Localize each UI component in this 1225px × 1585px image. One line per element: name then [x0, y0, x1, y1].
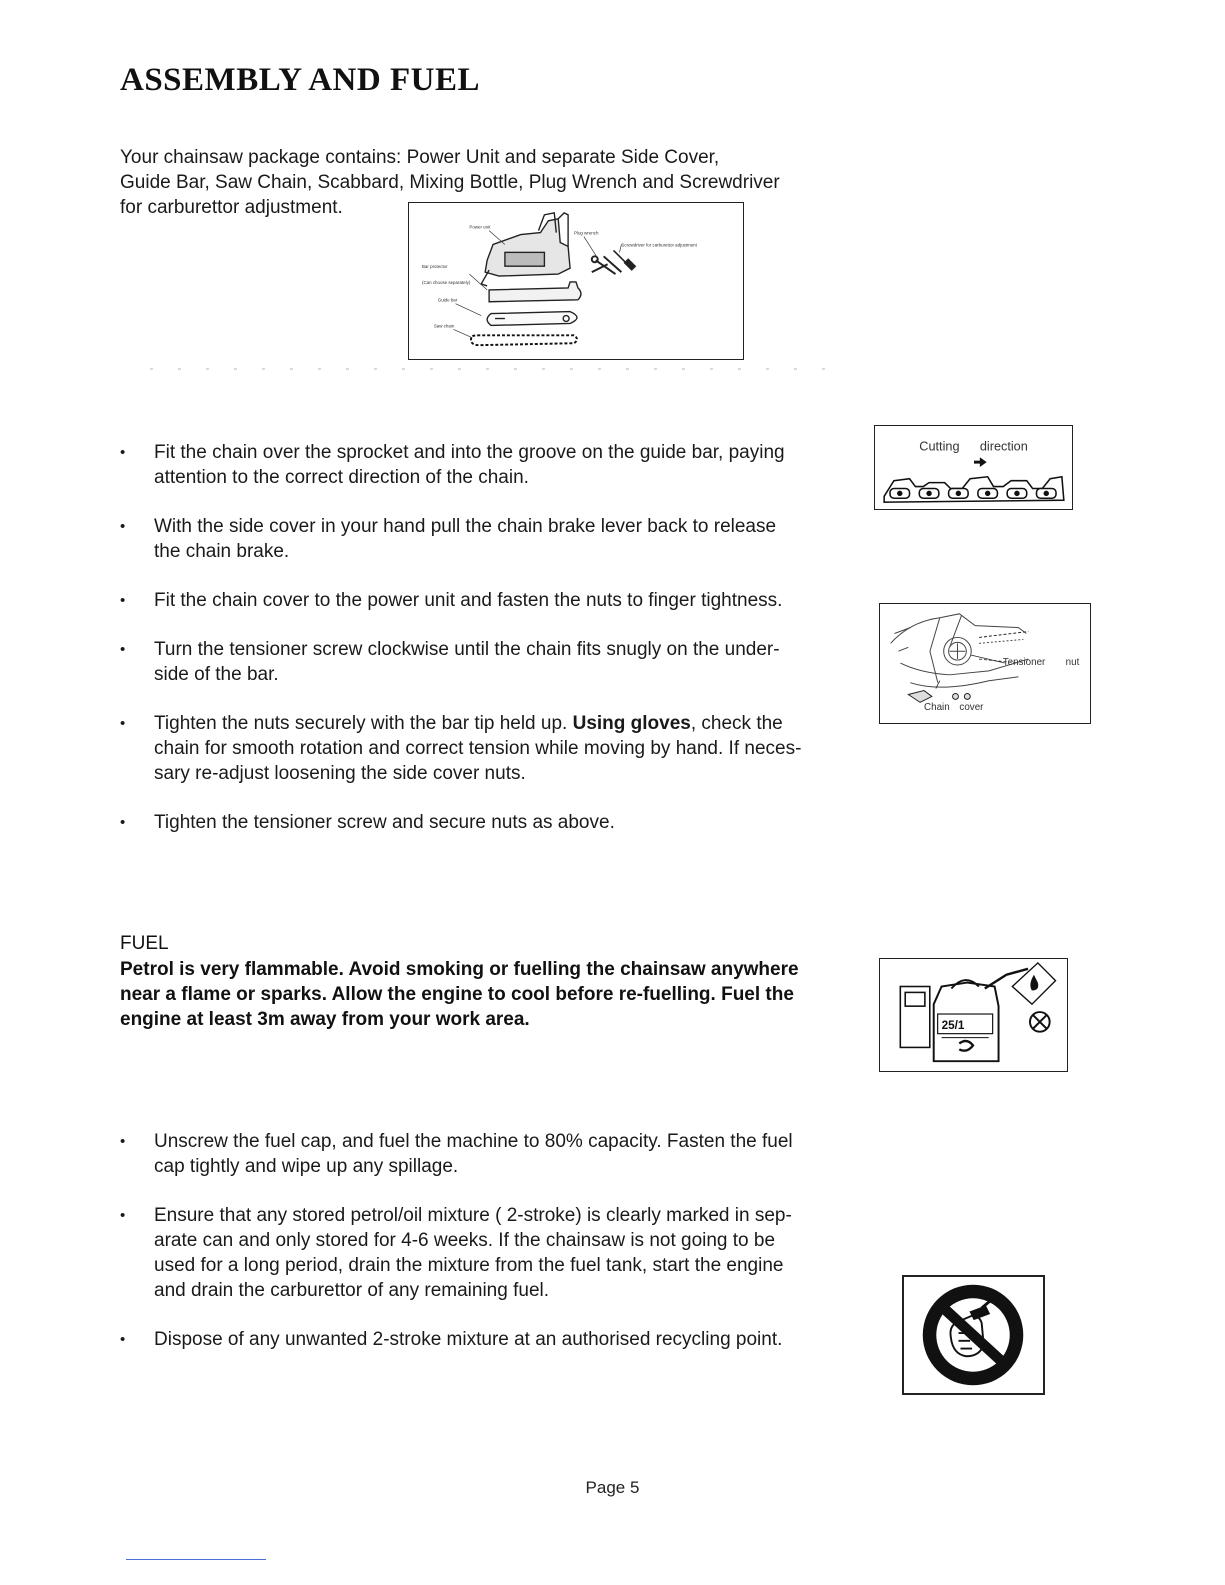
intro-line: for carburettor adjustment. [120, 197, 343, 218]
oil-drop-icon [1012, 963, 1055, 1004]
label-power-unit: Power unit [469, 224, 491, 230]
bullet-icon: • [120, 1133, 126, 1150]
step-line: chain for smooth rotation and correct tension while moving by hand. If neces- [154, 738, 802, 759]
label-bar-protector: Bar protector [421, 264, 448, 270]
fuel-heading: FUEL [120, 933, 169, 954]
bullet-icon: • [120, 1331, 126, 1348]
page-title: ASSEMBLY AND FUEL [120, 62, 480, 98]
step-line: used for a long period, drain the mixture from the fuel tank, start the engine [154, 1255, 784, 1276]
fuel-can-icon [934, 969, 1028, 1061]
list-item [120, 1327, 880, 1352]
package-contents-illustration [409, 203, 743, 359]
step-line: attention to the correct direction of the chain. [154, 467, 529, 488]
list-item [120, 1129, 880, 1179]
bullet-icon: • [120, 641, 126, 658]
bullet-icon: • [120, 1207, 126, 1224]
step-line: Ensure that any stored petrol/oil mixture ( 2-stroke) is clearly marked in sep- [154, 1205, 792, 1226]
label-guide-bar: Guide bar [437, 297, 458, 303]
label-cover: cover [959, 702, 984, 714]
no-smoking-icon [904, 1277, 1043, 1393]
list-item [120, 588, 880, 613]
power-unit-icon [481, 213, 570, 286]
step-line: Turn the tensioner screw clockwise until the chain fits snugly on the under- [154, 639, 780, 660]
guide-bar-icon [487, 282, 581, 325]
arrow-right-icon [974, 457, 987, 467]
bullet-icon: • [120, 715, 126, 732]
label-screwdriver: Screwdriver for carburettor adjustment [621, 242, 697, 248]
step-line: and drain the carburettor of any remaining fuel. [154, 1280, 550, 1301]
step-line: the chain brake. [154, 541, 290, 562]
label-saw-chain: Saw chain [433, 323, 455, 329]
fuel-ratio-label: 25/1 [941, 1018, 965, 1032]
step-line: Dispose of any unwanted 2-stroke mixture at an authorised recycling point. [154, 1329, 783, 1350]
label-direction: direction [979, 439, 1028, 454]
label-plug-wrench: Plug wrench [574, 230, 599, 236]
no-flame-icon [1030, 1012, 1050, 1032]
list-item [120, 1203, 880, 1303]
label-cutting: Cutting [919, 439, 960, 454]
step-line: cap tightly and wipe up any spillage. [154, 1156, 459, 1177]
list-item [120, 711, 880, 786]
fuel-can-figure [879, 958, 1068, 1072]
fuel-can-illustration [880, 959, 1067, 1071]
step-line: Unscrew the fuel cap, and fuel the machine to 80% capacity. Fasten the fuel [154, 1131, 793, 1152]
footer-link-line [126, 1559, 266, 1560]
warning-line: near a flame or sparks. Allow the engine to cool before re-fuelling. Fuel the [120, 984, 794, 1005]
bullet-icon: • [120, 518, 126, 535]
step-line: side of the bar. [154, 664, 279, 685]
chain-direction-figure [874, 425, 1073, 510]
intro-line: Guide Bar, Saw Chain, Scabbard, Mixing Bottle, Plug Wrench and Screwdriver [120, 172, 780, 193]
list-item [120, 514, 880, 564]
chain-cover-nut-icon [908, 691, 970, 703]
step-line: With the side cover in your hand pull the chain brake lever back to release [154, 516, 777, 537]
fuel-pump-icon [900, 987, 929, 1048]
step-line: Fit the chain cover to the power unit and fasten the nuts to finger tightness. [154, 590, 783, 611]
package-contents-figure [408, 202, 744, 360]
plug-wrench-icon [592, 256, 622, 274]
saw-chain-icon [884, 477, 1064, 502]
label-tensioner: Tensioner [1002, 656, 1046, 668]
no-smoking-figure [902, 1275, 1045, 1395]
list-item [120, 440, 880, 490]
list-item [120, 810, 880, 835]
chainsaw-side-icon [891, 614, 1029, 687]
saw-chain-icon [471, 335, 577, 345]
fuel-warning [120, 957, 880, 1032]
bullet-icon: • [120, 592, 126, 609]
emphasis-using-gloves: Using gloves [572, 713, 691, 734]
tensioner-illustration [880, 604, 1090, 723]
faint-divider [150, 368, 840, 370]
bullet-icon: • [120, 444, 126, 461]
step-line: Tighten the nuts securely with the bar tip held up. Using gloves, check the [154, 713, 783, 734]
fuel-steps-list [120, 1129, 880, 1352]
bullet-icon: • [120, 814, 126, 831]
step-line: Tighten the tensioner screw and secure nuts as above. [154, 812, 615, 833]
warning-line: Petrol is very flammable. Avoid smoking or fuelling the chainsaw anywhere [120, 959, 799, 980]
tensioner-figure [879, 603, 1091, 724]
step-line: Fit the chain over the sprocket and into the groove on the guide bar, paying [154, 442, 785, 463]
label-chain: Chain [924, 702, 950, 714]
intro-line: Your chainsaw package contains: Power Unit and separate Side Cover, [120, 147, 720, 168]
page-number: Page 5 [585, 1478, 640, 1497]
step-line: arate can and only stored for 4-6 weeks. If the chainsaw is not going to be [154, 1230, 776, 1251]
list-item [120, 637, 880, 687]
assembly-steps-list [120, 440, 880, 835]
chain-direction-illustration [875, 426, 1072, 509]
label-can-choose: (Can choose separately) [421, 279, 471, 285]
label-nut: nut [1065, 656, 1080, 668]
step-line: sary re-adjust loosening the side cover nuts. [154, 763, 526, 784]
warning-line: engine at least 3m away from your work area. [120, 1009, 530, 1030]
